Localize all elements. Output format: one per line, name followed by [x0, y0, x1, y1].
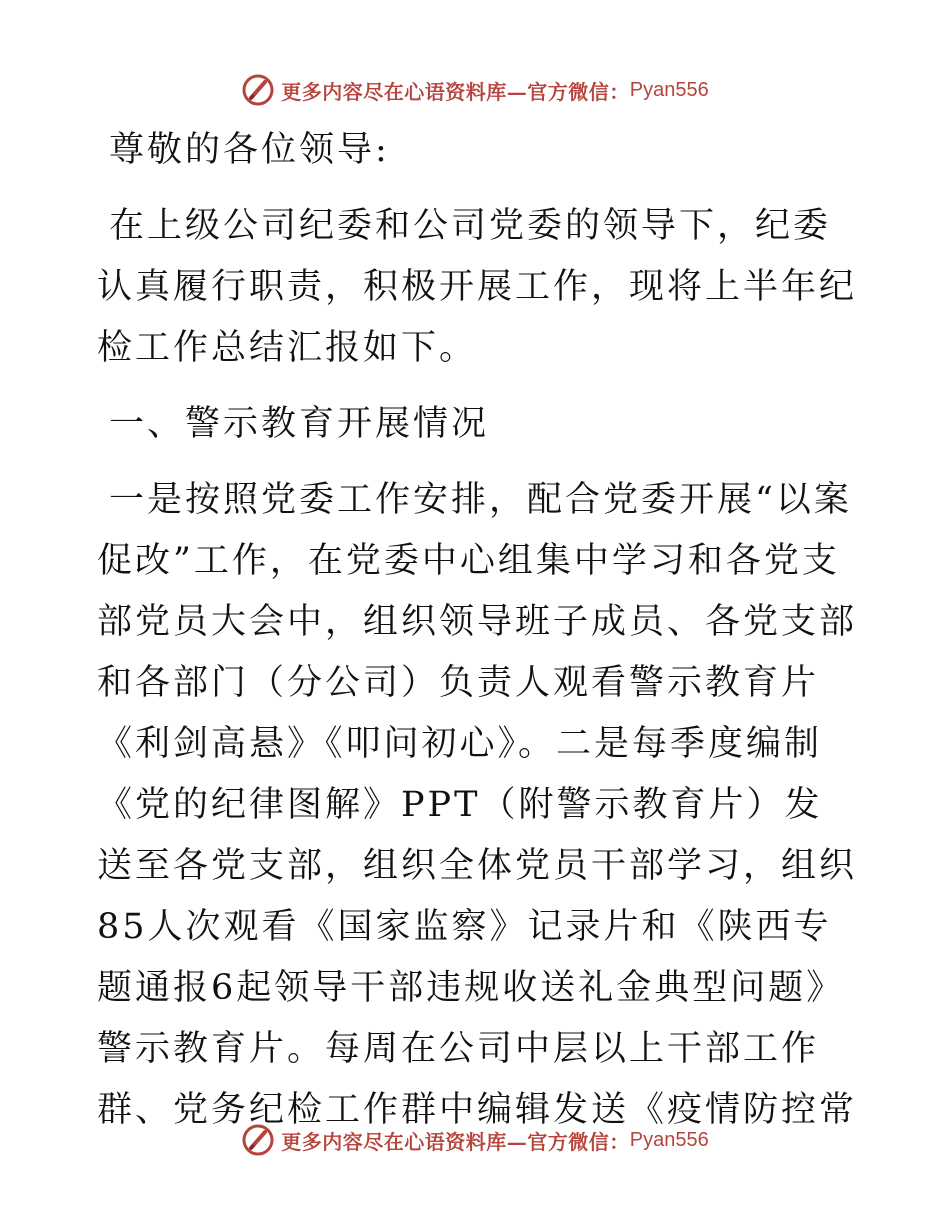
document-body	[97, 120, 857, 1156]
intro-paragraph: 在上级公司纪委和公司党委的领导下，纪委认真履行职责，积极开展工作，现将上半年纪检工作总结汇报如下。	[97, 206, 858, 368]
pen-logo-icon	[241, 73, 275, 107]
footer-watermark	[0, 1120, 950, 1160]
watermark-handle: Pyan556	[629, 1128, 709, 1151]
watermark-text: 更多内容尽在心语资料库—官方微信：	[281, 1129, 630, 1154]
greeting: 尊敬的各位领导:	[109, 130, 390, 170]
watermark-text: 更多内容尽在心语资料库—官方微信：	[281, 79, 630, 104]
section-body: 一是按照党委工作安排，配合党委开展“以案促改”工作，在党委中心组集中学习和各党支部党员大会中，组织领导班子成员、各党支部和各部门（分公司）负责人观看警示教育片《利剑高悬》《叩问初心》。二是每季度编制《党的纪律图解》PPT（附警示教育片）发送至各党支部，组织全体党员干部学习，组织85人次观看《国家监察》记录片和《陕西专题通报6起领导干部违规收送礼金典型问题》警示教育片。每周在公司中层以上干部工作群、党务纪检工作群中编辑发送《疫情防控常	[97, 480, 858, 1130]
pen-logo-icon	[241, 1123, 275, 1157]
header-watermark	[0, 70, 950, 110]
section-heading: 一、警示教育开展情况	[109, 404, 490, 444]
watermark-handle: Pyan556	[629, 78, 709, 101]
